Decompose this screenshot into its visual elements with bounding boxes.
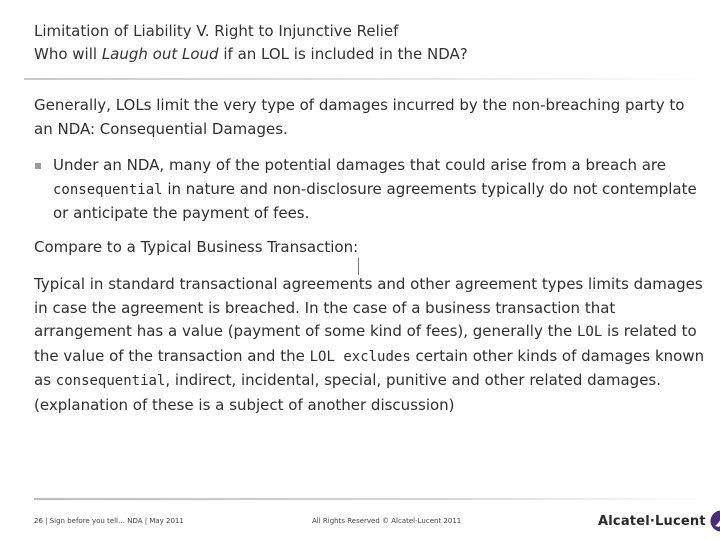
slide-title [34,20,694,66]
bullet-text [53,154,706,226]
footer-copyright: All Rights Reserved © Alcatel-Lucent 2011 [312,517,462,525]
intro-paragraph: Generally, LOLs limit the very type of damages incurred by the non-breaching party to an NDA: Consequential Damages. [34,96,685,138]
typical-part-1: Typical in standard transactional agreements and other agreement types limits damages in case the agreement is breached. In the case of a business transaction that arrangement has a value (payment of some kind of fees), generally the [34,275,703,340]
bullet-item [34,154,706,226]
bullet-prefix: Under an NDA, many of the potential damages that could arise from a breach are [53,156,667,174]
typical-paragraph [34,273,706,417]
title-line-1: Limitation of Liability V. Right to Injunctive Relief [34,22,399,40]
typical-part-3: certain other kinds of damages known as [34,346,705,389]
typical-lol-1: LOL [576,324,603,340]
alcatel-lucent-logo-icon [710,510,720,532]
typical-lol-excludes: LOL excludes [309,348,411,365]
typical-part-2: is related to the value of the transaction and the [34,322,697,365]
footer-left-text: 26 | Sign before you tell… NDA | May 2011 [34,517,184,525]
title-line-2-italic: Laugh out Loud [101,45,219,63]
title-line-2-prefix: Who will [34,45,102,63]
typical-part-4: , indirect, incidental, special, punitive and other related damages. (explanation of these is a subject of another discussion) [34,371,662,414]
footer-divider [34,498,710,500]
bullet-emphasis: consequential [53,181,163,198]
title-divider [24,78,720,80]
title-line-2-suffix: if an LOL is included in the NDA? [218,45,468,63]
compare-heading: Compare to a Typical Business Transaction: [34,238,359,256]
logo-wordmark: Alcatel·Lucent [598,513,706,529]
title-line-2 [34,43,694,66]
typical-consequential: consequential [55,373,166,389]
square-bullet-icon: ▪ [34,158,43,172]
bullet-suffix: in nature and non-disclosure agreements typically do not contemplate or anticipate the payment of fees. [53,179,697,222]
company-logo [598,510,720,532]
